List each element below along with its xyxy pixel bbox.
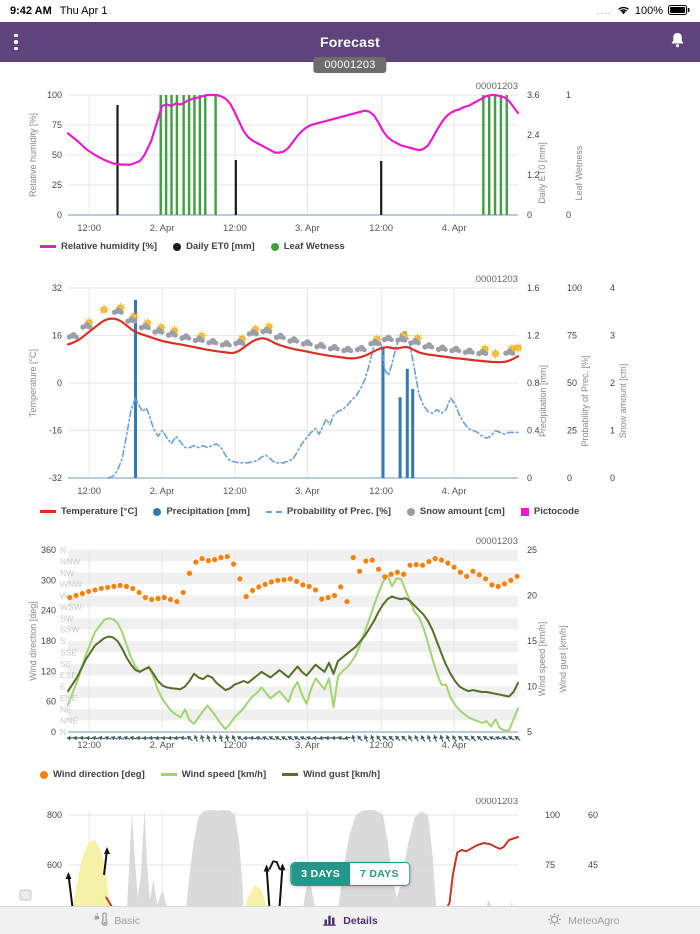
bar-chart-icon bbox=[322, 912, 337, 930]
tab-meteoagro[interactable] bbox=[467, 907, 700, 934]
status-right bbox=[597, 5, 690, 18]
pictocode-sun-cloud-icon bbox=[193, 331, 207, 343]
legend-item bbox=[266, 506, 391, 517]
svg-text:75: 75 bbox=[51, 120, 62, 130]
right-axis bbox=[610, 283, 628, 483]
chart-station-label: 00001203 bbox=[475, 81, 518, 92]
svg-text:15: 15 bbox=[527, 636, 538, 646]
svg-text:45: 45 bbox=[588, 860, 599, 870]
legend-label: Pictocode bbox=[533, 506, 580, 517]
station-badge: 00001203 bbox=[313, 57, 386, 73]
svg-text:SW: SW bbox=[60, 613, 74, 624]
svg-text:360: 360 bbox=[40, 545, 56, 555]
svg-text:3: 3 bbox=[610, 330, 616, 341]
day-range-switcher bbox=[290, 862, 410, 886]
svg-text:25: 25 bbox=[567, 425, 578, 436]
seven-days-button[interactable]: 7 DAYS bbox=[350, 863, 409, 885]
legend-label: Wind speed [km/h] bbox=[181, 769, 267, 780]
svg-text:2.4: 2.4 bbox=[527, 130, 540, 140]
svg-text:25: 25 bbox=[51, 180, 62, 190]
svg-text:Daily ET0 [mm]: Daily ET0 [mm] bbox=[537, 142, 547, 204]
x-tick-label: 4. Apr bbox=[441, 223, 467, 234]
status-bar bbox=[0, 0, 700, 22]
legend-item bbox=[173, 241, 255, 252]
svg-text:Leaf Wetness: Leaf Wetness bbox=[574, 145, 584, 201]
svg-text:NW: NW bbox=[60, 567, 75, 578]
svg-text:Wind direction [deg]: Wind direction [deg] bbox=[28, 601, 38, 681]
pictocode-sun-cloud-icon bbox=[368, 334, 382, 346]
pictocode-sun-cloud-icon bbox=[503, 344, 517, 356]
legend-label: Wind direction [deg] bbox=[53, 769, 145, 780]
chart-humidity-et0-leafwetness bbox=[0, 78, 700, 272]
svg-text:20: 20 bbox=[527, 590, 538, 601]
pictocode-sun-cloud-icon bbox=[166, 326, 180, 338]
svg-text:3.6: 3.6 bbox=[527, 90, 540, 100]
wifi-icon bbox=[617, 5, 630, 18]
svg-text:0: 0 bbox=[50, 727, 56, 737]
pictocode-sun-icon bbox=[99, 305, 109, 315]
svg-text:Temperature [°C]: Temperature [°C] bbox=[28, 348, 38, 418]
chart-wind bbox=[0, 533, 700, 798]
three-days-button[interactable]: 3 DAYS bbox=[291, 863, 350, 885]
legend-marker-dot bbox=[153, 508, 161, 516]
svg-text:NE: NE bbox=[60, 704, 72, 715]
svg-text:1.2: 1.2 bbox=[527, 330, 540, 341]
legend-label: Temperature [°C] bbox=[61, 506, 138, 517]
legend-marker-dot bbox=[407, 508, 415, 516]
svg-text:0: 0 bbox=[56, 378, 62, 388]
chart-svg-radiation-cloud-partial bbox=[0, 798, 700, 910]
svg-text:SSE: SSE bbox=[60, 647, 78, 658]
legend-marker-line bbox=[161, 773, 177, 776]
legend-humidity-et0-leafwetness bbox=[40, 241, 345, 252]
svg-text:SSW: SSW bbox=[60, 624, 80, 635]
svg-text:Precipitation [mm]: Precipitation [mm] bbox=[538, 364, 548, 438]
svg-text:180: 180 bbox=[40, 636, 56, 646]
legend-item bbox=[40, 506, 137, 517]
kebab-menu-icon[interactable] bbox=[14, 34, 18, 51]
legend-item bbox=[40, 241, 157, 252]
x-tick-label: 12:00 bbox=[369, 486, 394, 497]
x-tick-label: 4. Apr bbox=[441, 486, 467, 497]
svg-text:1.6: 1.6 bbox=[527, 283, 540, 293]
legend-marker-square bbox=[521, 508, 529, 516]
legend-label: Relative humidity [%] bbox=[61, 241, 158, 252]
legend-marker-line bbox=[40, 245, 56, 248]
tab-basic[interactable] bbox=[0, 907, 233, 934]
svg-text:-32: -32 bbox=[48, 473, 62, 483]
pictocode-sun-icon bbox=[491, 349, 501, 359]
svg-text:0.8: 0.8 bbox=[527, 378, 540, 388]
x-tick-label: 2. Apr bbox=[149, 486, 175, 497]
right-axis bbox=[588, 810, 598, 870]
x-tick-label: 12:00 bbox=[223, 486, 247, 497]
series-precipitation-mm- bbox=[134, 300, 414, 478]
svg-text:5: 5 bbox=[527, 727, 533, 737]
svg-text:Relative humidity [%]: Relative humidity [%] bbox=[28, 112, 38, 198]
legend-marker-dash bbox=[266, 511, 282, 513]
status-left bbox=[10, 5, 107, 17]
svg-text:Snow amount [cm]: Snow amount [cm] bbox=[618, 363, 628, 439]
legend-item bbox=[282, 769, 380, 780]
chart-station-label: 00001203 bbox=[475, 536, 518, 547]
svg-text:100: 100 bbox=[46, 90, 62, 100]
legend-marker-line bbox=[282, 773, 298, 776]
svg-text:Probability of Prec. [%]: Probability of Prec. [%] bbox=[580, 355, 590, 447]
legend-label: Leaf Wetness bbox=[283, 241, 345, 252]
svg-text:300: 300 bbox=[40, 575, 56, 586]
svg-text:10: 10 bbox=[527, 681, 538, 692]
pictocode-cloud-icon bbox=[422, 342, 434, 350]
svg-text:-16: -16 bbox=[48, 425, 62, 436]
svg-text:WNW: WNW bbox=[60, 579, 83, 590]
legend-marker-dot bbox=[173, 243, 181, 251]
tab-details-label: Details bbox=[343, 915, 378, 927]
svg-text:25: 25 bbox=[527, 545, 538, 555]
svg-text:Wind speed [km/h]: Wind speed [km/h] bbox=[537, 621, 547, 697]
svg-text:0.4: 0.4 bbox=[527, 425, 540, 436]
chart-station-label: 00001203 bbox=[475, 798, 518, 807]
pictocode-sun-cloud-icon bbox=[112, 303, 126, 315]
tab-bar bbox=[0, 906, 700, 934]
svg-text:50: 50 bbox=[51, 150, 62, 160]
svg-text:W: W bbox=[60, 590, 69, 601]
x-tick-label: 2. Apr bbox=[149, 223, 175, 234]
right-axis bbox=[566, 90, 584, 220]
pictocode-sun-cloud-icon bbox=[80, 318, 94, 330]
x-tick-label: 2. Apr bbox=[149, 740, 175, 751]
svg-text:N: N bbox=[60, 727, 67, 737]
notification-bell-icon[interactable] bbox=[669, 31, 686, 54]
svg-text:0: 0 bbox=[610, 473, 616, 483]
svg-text:4: 4 bbox=[610, 283, 616, 293]
svg-text:1.2: 1.2 bbox=[527, 170, 540, 180]
svg-text:60: 60 bbox=[588, 810, 599, 820]
legend-label: Probability of Prec. [%] bbox=[286, 506, 391, 517]
right-axis bbox=[567, 283, 590, 483]
page-title: Forecast bbox=[320, 34, 380, 50]
x-tick-label: 12:00 bbox=[369, 740, 394, 751]
svg-text:0: 0 bbox=[56, 210, 62, 220]
svg-text:N: N bbox=[60, 545, 67, 555]
tab-meteoagro-label: MeteoAgro bbox=[568, 915, 620, 927]
svg-text:0: 0 bbox=[567, 473, 573, 483]
left-axis bbox=[47, 810, 62, 870]
svg-text:0: 0 bbox=[566, 210, 572, 220]
app-header bbox=[0, 22, 700, 62]
svg-text:800: 800 bbox=[46, 810, 62, 820]
x-tick-label: 12:00 bbox=[77, 223, 102, 234]
svg-text:0: 0 bbox=[527, 210, 533, 220]
svg-text:E: E bbox=[60, 681, 66, 692]
legend-item bbox=[161, 769, 266, 780]
x-tick-label: 12:00 bbox=[223, 223, 247, 234]
pictocode-cloud-icon bbox=[67, 332, 79, 340]
pictocode-cloud-icon bbox=[314, 342, 326, 350]
legend-label: Wind gust [km/h] bbox=[303, 769, 381, 780]
svg-text:SE: SE bbox=[60, 658, 72, 669]
svg-text:NNW: NNW bbox=[60, 556, 81, 567]
left-axis bbox=[28, 90, 62, 220]
pictocode-sun-cloud-icon bbox=[247, 325, 260, 337]
left-axis bbox=[28, 283, 62, 483]
pictocode-cloud-icon bbox=[463, 348, 475, 356]
legend-item bbox=[153, 506, 249, 517]
svg-text:60: 60 bbox=[45, 696, 56, 707]
svg-text:Wind gust [km/h]: Wind gust [km/h] bbox=[558, 625, 568, 693]
svg-text:16: 16 bbox=[51, 330, 62, 341]
pictocode-cloud-icon bbox=[287, 336, 299, 344]
pictocode-cloud-icon bbox=[449, 346, 461, 354]
right-axis bbox=[545, 810, 560, 870]
svg-text:WSW: WSW bbox=[60, 601, 82, 612]
legend-marker-line bbox=[40, 510, 56, 513]
x-tick-label: 3. Apr bbox=[294, 486, 320, 497]
partial-ui-square bbox=[20, 890, 31, 900]
x-tick-label: 3. Apr bbox=[294, 223, 320, 234]
right-axis bbox=[527, 545, 547, 737]
tab-details[interactable] bbox=[233, 907, 466, 934]
legend-item bbox=[40, 769, 145, 780]
right-axis bbox=[558, 625, 568, 692]
chart-svg-wind bbox=[0, 533, 700, 798]
svg-text:75: 75 bbox=[567, 330, 578, 341]
legend-label: Snow amount [cm] bbox=[419, 506, 505, 517]
legend-marker-dot bbox=[271, 243, 279, 251]
pictocode-sun-cloud-icon bbox=[260, 322, 274, 334]
series-relative-humidity- bbox=[68, 95, 518, 165]
x-tick-label: 12:00 bbox=[369, 223, 394, 234]
pictocode-sun-cloud-icon bbox=[152, 323, 166, 335]
svg-text:ENE: ENE bbox=[60, 692, 78, 703]
legend-item bbox=[407, 506, 505, 517]
legend-temperature-precipitation bbox=[40, 506, 579, 517]
svg-text:2: 2 bbox=[610, 378, 616, 388]
pictocode-cloud-icon bbox=[206, 338, 218, 346]
svg-text:100: 100 bbox=[567, 283, 583, 293]
x-tick-label: 12:00 bbox=[223, 740, 247, 751]
x-tick-label: 3. Apr bbox=[294, 740, 320, 751]
series-cloud-area bbox=[127, 810, 519, 910]
svg-text:240: 240 bbox=[40, 605, 56, 616]
svg-text:120: 120 bbox=[40, 666, 56, 677]
pictocode-cloud-icon bbox=[301, 339, 313, 347]
pictocode-cloud-icon bbox=[436, 345, 448, 353]
pictocode-sun-icon bbox=[513, 343, 523, 353]
pictocode-cloud-icon bbox=[328, 344, 340, 352]
status-date: Thu Apr 1 bbox=[59, 5, 108, 17]
legend-wind bbox=[40, 769, 380, 780]
status-time: 9:42 AM bbox=[10, 5, 52, 17]
battery-full-icon bbox=[668, 5, 690, 18]
chart-svg-temperature-precipitation bbox=[0, 272, 700, 533]
pictocode-cloud-icon bbox=[179, 333, 191, 341]
svg-text:0: 0 bbox=[527, 473, 533, 483]
pictocode-sun-cloud-icon bbox=[139, 318, 153, 330]
battery-percent: 100% bbox=[634, 5, 663, 17]
chart-radiation-cloud-partial bbox=[0, 798, 700, 910]
svg-text:S: S bbox=[60, 636, 66, 646]
pictocode-cloud-icon bbox=[341, 346, 353, 354]
tab-basic-label: Basic bbox=[114, 915, 140, 927]
legend-label: Precipitation [mm] bbox=[166, 506, 250, 517]
x-tick-label: 12:00 bbox=[77, 740, 102, 751]
svg-text:1: 1 bbox=[610, 425, 616, 436]
x-tick-label: 4. Apr bbox=[441, 740, 467, 751]
x-tick-label: 12:00 bbox=[77, 486, 102, 497]
svg-text:50: 50 bbox=[567, 378, 578, 388]
pictocode-sun-cloud-icon bbox=[476, 344, 490, 356]
svg-text:ESE: ESE bbox=[60, 670, 78, 681]
legend-item bbox=[521, 506, 579, 517]
pictocode-sun-cloud-icon bbox=[125, 312, 139, 324]
pictocode-sun-cloud-icon bbox=[395, 331, 409, 343]
cellular-signal-icon: .... bbox=[596, 5, 612, 17]
legend-item bbox=[271, 241, 345, 252]
legend-marker-dot bbox=[40, 771, 48, 779]
svg-text:1: 1 bbox=[566, 90, 572, 100]
legend-label: Daily ET0 [mm] bbox=[186, 241, 255, 252]
right-axis bbox=[527, 90, 547, 220]
chart-station-label: 00001203 bbox=[475, 274, 518, 285]
pictocode-cloud-icon bbox=[355, 345, 367, 353]
svg-text:32: 32 bbox=[51, 283, 62, 293]
svg-text:75: 75 bbox=[545, 860, 556, 870]
sun-gear-icon bbox=[547, 912, 562, 930]
svg-text:100: 100 bbox=[545, 810, 561, 820]
svg-text:NNE: NNE bbox=[60, 715, 78, 726]
thermometer-sun-icon bbox=[93, 912, 108, 930]
svg-text:600: 600 bbox=[46, 860, 62, 870]
right-axis bbox=[527, 283, 548, 483]
chart-temperature-precipitation bbox=[0, 272, 700, 533]
pictocode-cloud-icon bbox=[274, 333, 286, 341]
pictocode-cloud-icon bbox=[220, 340, 232, 348]
